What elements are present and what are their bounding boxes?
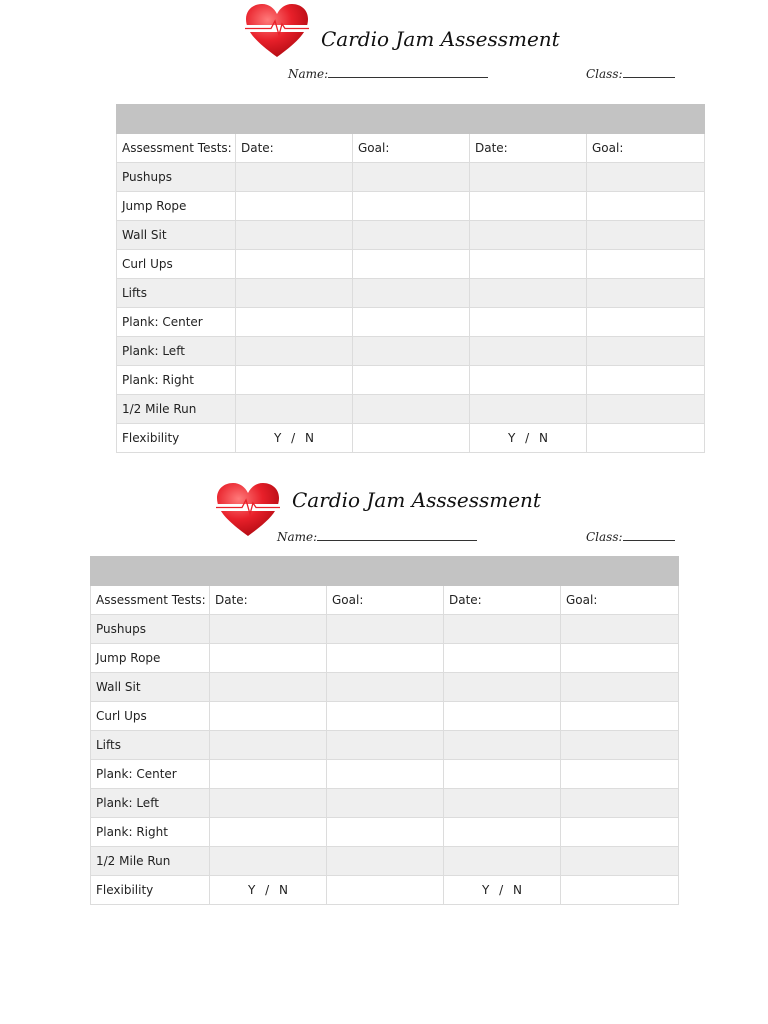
test-label: Plank: Center — [91, 760, 210, 789]
header-band-cell — [561, 557, 679, 586]
test-label: Plank: Left — [117, 337, 236, 366]
entry-cell[interactable] — [353, 308, 470, 337]
entry-cell[interactable] — [327, 760, 444, 789]
assessment-table-body — [91, 557, 679, 905]
entry-cell[interactable] — [210, 731, 327, 760]
entry-cell[interactable] — [236, 279, 353, 308]
entry-cell[interactable] — [587, 366, 705, 395]
entry-cell[interactable]: Y / N — [470, 424, 587, 453]
column-header: Assessment Tests: — [91, 586, 210, 615]
entry-cell[interactable] — [561, 644, 679, 673]
entry-cell[interactable] — [561, 731, 679, 760]
entry-cell[interactable] — [353, 163, 470, 192]
name-field[interactable] — [277, 528, 477, 544]
header-band-cell — [470, 105, 587, 134]
form-title: Cardio Jam Asssessment — [292, 488, 541, 512]
entry-cell[interactable] — [210, 615, 327, 644]
test-label: Plank: Right — [91, 818, 210, 847]
column-header-row — [117, 134, 705, 163]
table-row — [117, 395, 705, 424]
entry-cell[interactable] — [444, 760, 561, 789]
entry-cell[interactable] — [327, 847, 444, 876]
form-title: Cardio Jam Assessment — [321, 27, 560, 51]
entry-cell[interactable] — [236, 366, 353, 395]
entry-cell[interactable] — [327, 673, 444, 702]
entry-cell[interactable] — [470, 308, 587, 337]
entry-cell[interactable] — [470, 250, 587, 279]
entry-cell[interactable]: Y / N — [210, 876, 327, 905]
test-label: Jump Rope — [117, 192, 236, 221]
test-label: Plank: Left — [91, 789, 210, 818]
header-band-cell — [236, 105, 353, 134]
table-row — [91, 731, 679, 760]
table-row — [117, 163, 705, 192]
entry-cell[interactable] — [210, 760, 327, 789]
entry-cell[interactable] — [210, 702, 327, 731]
test-label: 1/2 Mile Run — [91, 847, 210, 876]
entry-cell[interactable] — [236, 221, 353, 250]
entry-cell[interactable] — [470, 192, 587, 221]
entry-cell[interactable] — [587, 395, 705, 424]
entry-cell[interactable] — [327, 644, 444, 673]
test-label: Plank: Right — [117, 366, 236, 395]
entry-cell[interactable] — [561, 702, 679, 731]
entry-cell[interactable] — [444, 644, 561, 673]
entry-cell[interactable] — [587, 192, 705, 221]
table-row — [117, 221, 705, 250]
entry-cell[interactable] — [470, 221, 587, 250]
entry-cell[interactable] — [353, 424, 470, 453]
header-band-cell — [353, 105, 470, 134]
entry-cell[interactable] — [236, 163, 353, 192]
table-row — [91, 702, 679, 731]
entry-cell[interactable] — [470, 337, 587, 366]
entry-cell[interactable] — [561, 789, 679, 818]
name-label: Name: — [288, 67, 329, 81]
column-header: Goal: — [353, 134, 470, 163]
entry-cell[interactable] — [587, 337, 705, 366]
entry-cell[interactable] — [561, 876, 679, 905]
table-row — [117, 308, 705, 337]
entry-cell[interactable] — [444, 731, 561, 760]
column-header-row — [91, 586, 679, 615]
table-row — [91, 847, 679, 876]
entry-cell[interactable] — [236, 395, 353, 424]
table-row — [91, 760, 679, 789]
entry-cell[interactable] — [327, 702, 444, 731]
entry-cell[interactable] — [587, 308, 705, 337]
entry-cell[interactable] — [470, 366, 587, 395]
entry-cell[interactable] — [353, 192, 470, 221]
test-label: Curl Ups — [117, 250, 236, 279]
test-label: Lifts — [117, 279, 236, 308]
entry-cell[interactable] — [587, 279, 705, 308]
entry-cell[interactable] — [210, 789, 327, 818]
entry-cell[interactable] — [353, 279, 470, 308]
column-header: Goal: — [587, 134, 705, 163]
entry-cell[interactable] — [353, 337, 470, 366]
table-row — [91, 789, 679, 818]
entry-cell[interactable] — [210, 847, 327, 876]
table-row — [117, 424, 705, 453]
entry-cell[interactable] — [210, 818, 327, 847]
test-label: Plank: Center — [117, 308, 236, 337]
entry-cell[interactable] — [210, 673, 327, 702]
table-row — [117, 192, 705, 221]
entry-cell[interactable] — [236, 308, 353, 337]
entry-cell[interactable] — [561, 673, 679, 702]
class-field[interactable] — [586, 65, 675, 81]
entry-cell[interactable] — [561, 818, 679, 847]
entry-cell[interactable] — [353, 221, 470, 250]
test-label: Flexibility — [117, 424, 236, 453]
class-label: Class: — [586, 530, 623, 544]
entry-cell[interactable] — [444, 789, 561, 818]
test-label: Wall Sit — [91, 673, 210, 702]
table-row — [91, 615, 679, 644]
header-band-cell — [444, 557, 561, 586]
class-label: Class: — [586, 67, 623, 81]
test-label: Jump Rope — [91, 644, 210, 673]
entry-cell[interactable] — [587, 250, 705, 279]
entry-cell[interactable] — [327, 731, 444, 760]
entry-cell[interactable] — [444, 847, 561, 876]
column-header: Date: — [470, 134, 587, 163]
column-header: Date: — [210, 586, 327, 615]
entry-cell[interactable] — [587, 221, 705, 250]
table-row — [117, 279, 705, 308]
entry-cell[interactable]: Y / N — [236, 424, 353, 453]
entry-cell[interactable] — [444, 673, 561, 702]
heart-ekg-icon — [245, 3, 309, 59]
entry-cell[interactable] — [470, 279, 587, 308]
name-field[interactable] — [288, 65, 488, 81]
column-header: Assessment Tests: — [117, 134, 236, 163]
table-row — [117, 250, 705, 279]
header-band-cell — [587, 105, 705, 134]
column-header: Date: — [444, 586, 561, 615]
table-row — [117, 366, 705, 395]
table-header-band — [117, 105, 705, 134]
entry-cell[interactable]: Y / N — [444, 876, 561, 905]
entry-cell[interactable] — [353, 250, 470, 279]
header-band-cell — [327, 557, 444, 586]
header-band-cell — [117, 105, 236, 134]
entry-cell[interactable] — [353, 395, 470, 424]
name-label: Name: — [277, 530, 318, 544]
entry-cell[interactable] — [236, 337, 353, 366]
entry-cell[interactable] — [236, 250, 353, 279]
table-row — [91, 818, 679, 847]
header-band-cell — [91, 557, 210, 586]
test-label: Flexibility — [91, 876, 210, 905]
entry-cell[interactable] — [561, 847, 679, 876]
entry-cell[interactable] — [444, 615, 561, 644]
entry-cell[interactable] — [561, 615, 679, 644]
table-row — [91, 876, 679, 905]
entry-cell[interactable] — [444, 702, 561, 731]
class-field[interactable] — [586, 528, 675, 544]
test-label: 1/2 Mile Run — [117, 395, 236, 424]
entry-cell[interactable] — [353, 366, 470, 395]
test-label: Curl Ups — [91, 702, 210, 731]
column-header: Date: — [236, 134, 353, 163]
table-row — [91, 644, 679, 673]
column-header: Goal: — [561, 586, 679, 615]
entry-cell[interactable] — [444, 818, 561, 847]
assessment-table — [116, 104, 705, 453]
heart-ekg-icon — [216, 482, 280, 538]
test-label: Lifts — [91, 731, 210, 760]
entry-cell[interactable] — [470, 395, 587, 424]
entry-cell[interactable] — [587, 163, 705, 192]
column-header: Goal: — [327, 586, 444, 615]
test-label: Pushups — [91, 615, 210, 644]
entry-cell[interactable] — [327, 615, 444, 644]
table-row — [117, 337, 705, 366]
entry-cell[interactable] — [210, 644, 327, 673]
test-label: Pushups — [117, 163, 236, 192]
assessment-table — [90, 556, 679, 905]
table-header-band — [91, 557, 679, 586]
entry-cell[interactable] — [327, 789, 444, 818]
assessment-table-body — [117, 105, 705, 453]
table-row — [91, 673, 679, 702]
entry-cell[interactable] — [327, 876, 444, 905]
entry-cell[interactable] — [470, 163, 587, 192]
entry-cell[interactable] — [236, 192, 353, 221]
test-label: Wall Sit — [117, 221, 236, 250]
entry-cell[interactable] — [327, 818, 444, 847]
entry-cell[interactable] — [561, 760, 679, 789]
entry-cell[interactable] — [587, 424, 705, 453]
header-band-cell — [210, 557, 327, 586]
